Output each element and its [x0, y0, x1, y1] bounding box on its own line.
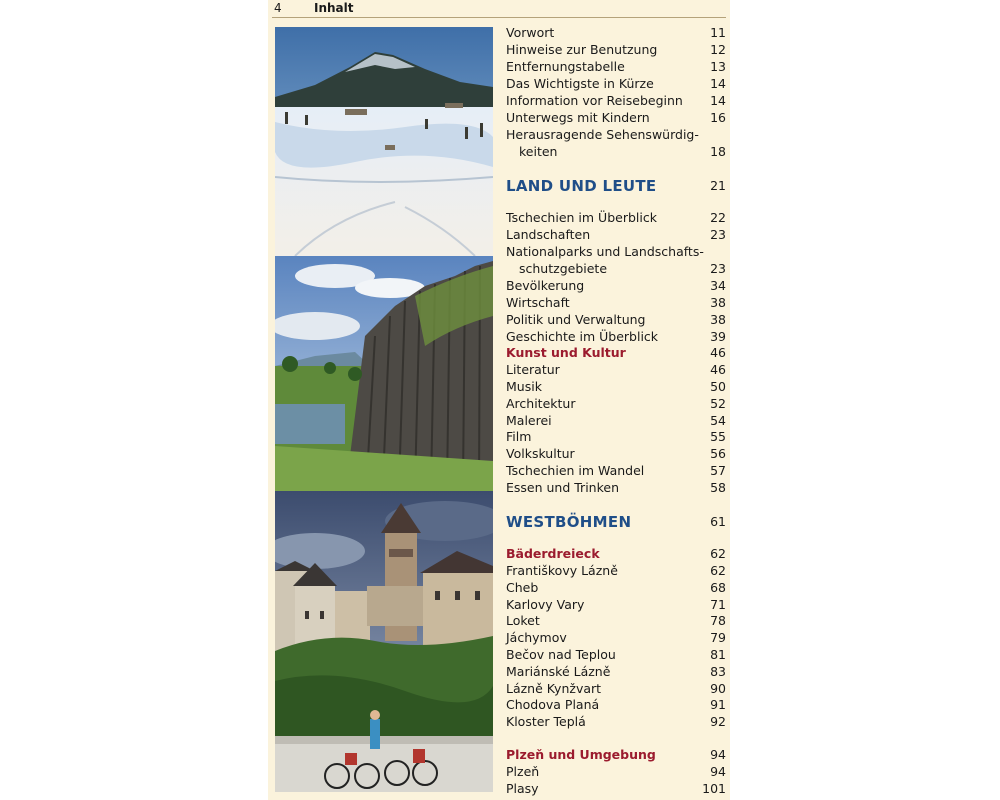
toc-entry-title: Geschichte im Überblick [506, 329, 659, 344]
toc-page-number: 46 [710, 362, 726, 377]
toc-entry [506, 126, 726, 143]
toc-page-number: 81 [710, 647, 726, 662]
toc-entry-title: Herausragende Sehenswürdig- [506, 127, 699, 142]
toc-page-number: 71 [710, 597, 726, 612]
toc-page-number: 94 [710, 747, 726, 762]
toc-page-number: 78 [710, 613, 726, 628]
toc-entry-title: Musik [506, 379, 542, 394]
toc-page-number: 38 [710, 295, 726, 310]
toc-entry [506, 428, 726, 445]
toc-page-number: 12 [710, 42, 726, 57]
toc-entry-title: Bečov nad Teplou [506, 647, 616, 662]
toc-page-number: 23 [710, 261, 726, 276]
toc-entry-title: Landschaften [506, 227, 591, 242]
toc-entry-title: Unterwegs mit Kindern [506, 110, 650, 125]
toc-entry [506, 328, 726, 345]
toc-chapter-heading [506, 512, 726, 536]
toc-entry [506, 243, 726, 260]
toc-section-heading [506, 545, 726, 562]
toc-page-number: 39 [710, 329, 726, 344]
toc-entry-title: Literatur [506, 362, 560, 377]
toc-entry [506, 75, 726, 92]
toc-page-number: 101 [702, 781, 726, 796]
toc-entry [506, 395, 726, 412]
toc-page-number: 18 [710, 144, 726, 159]
toc-page-number: 57 [710, 463, 726, 478]
toc-entry-title: Mariánské Lázně [506, 664, 611, 679]
toc-entry [506, 311, 726, 328]
toc-entry-title: schutzgebiete [519, 261, 608, 276]
toc-entry-title: Chodova Planá [506, 697, 600, 712]
toc-page-number: 34 [710, 278, 726, 293]
toc-entry-title: WESTBÖHMEN [506, 513, 632, 531]
toc-entry [506, 92, 726, 109]
toc-entry-title: Tschechien im Überblick [506, 210, 657, 225]
toc-entry-title: Karlovy Vary [506, 597, 585, 612]
toc-entry [506, 462, 726, 479]
toc-entry-title: Information vor Reisebeginn [506, 93, 683, 108]
toc-page-number: 61 [710, 514, 726, 529]
toc-entry-title: LAND UND LEUTE [506, 177, 657, 195]
page-number: 4 [274, 1, 282, 15]
toc-page-number: 90 [710, 681, 726, 696]
toc-entry-title: keiten [519, 144, 558, 159]
toc-entry-title: Film [506, 429, 532, 444]
toc-entry [506, 663, 726, 680]
toc-section-heading [506, 746, 726, 763]
toc-entry-title: Das Wichtigste in Kürze [506, 76, 654, 91]
toc-entry [506, 41, 726, 58]
toc-page-number: 16 [710, 110, 726, 125]
toc-page-number: 52 [710, 396, 726, 411]
toc-entry-title: Nationalparks und Landschafts- [506, 244, 704, 259]
toc-entry-title: Plasy [506, 781, 539, 796]
toc-entry-title: Plzeň und Umgebung [506, 747, 656, 762]
toc-entry [506, 763, 726, 780]
toc-page-number: 50 [710, 379, 726, 394]
toc-page-number: 46 [710, 345, 726, 360]
castle-cyclists-photo [275, 491, 493, 792]
toc-entry [506, 109, 726, 126]
toc-entry-title: Bevölkerung [506, 278, 585, 293]
toc-page-number: 68 [710, 580, 726, 595]
toc-entry [506, 277, 726, 294]
toc-page-number: 56 [710, 446, 726, 461]
toc-entry [506, 58, 726, 75]
toc-page-number: 83 [710, 664, 726, 679]
toc-page-number: 91 [710, 697, 726, 712]
toc-entry-title: Volkskultur [506, 446, 575, 461]
toc-entry [506, 209, 726, 226]
toc-entry [506, 412, 726, 429]
toc-entry-title: Politik und Verwaltung [506, 312, 646, 327]
toc-entry-title: Františkovy Lázně [506, 563, 618, 578]
toc-entry-title: Tschechien im Wandel [506, 463, 645, 478]
toc-entry [506, 713, 726, 730]
toc-page-number: 14 [710, 93, 726, 108]
toc-entry-title: Architektur [506, 396, 576, 411]
toc-entry [506, 596, 726, 613]
toc-entry [506, 260, 726, 277]
toc-chapter-heading [506, 176, 726, 200]
toc-section-heading [506, 344, 726, 361]
toc-page-number: 21 [710, 178, 726, 193]
toc-entry [506, 696, 726, 713]
toc-entry [506, 629, 726, 646]
toc-page-number: 62 [710, 563, 726, 578]
toc-entry [506, 612, 726, 629]
toc-entry [506, 294, 726, 311]
toc-page-number: 13 [710, 59, 726, 74]
toc-page-number: 11 [710, 25, 726, 40]
toc-entry [506, 226, 726, 243]
toc-entry [506, 646, 726, 663]
toc-entry-title: Essen und Trinken [506, 480, 620, 495]
toc-entry-title: Cheb [506, 580, 539, 595]
toc-page-number: 38 [710, 312, 726, 327]
toc-entry [506, 24, 726, 41]
toc-entry-title: Vorwort [506, 25, 555, 40]
toc-page-number: 79 [710, 630, 726, 645]
toc-entry-title: Plzeň [506, 764, 540, 779]
toc-page-number: 58 [710, 480, 726, 495]
basalt-columns-photo [275, 256, 493, 491]
toc-entry [506, 479, 726, 496]
toc-page-number: 54 [710, 413, 726, 428]
toc-entry-title: Entfernungstabelle [506, 59, 625, 74]
toc-page-number: 62 [710, 546, 726, 561]
toc-entry-title: Kunst und Kultur [506, 345, 626, 360]
page-title: Inhalt [314, 1, 354, 15]
toc-entry [506, 680, 726, 697]
toc-entry-title: Lázně Kynžvart [506, 681, 602, 696]
toc-entry [506, 378, 726, 395]
toc-entry-title: Bäderdreieck [506, 546, 600, 561]
toc-entry [506, 780, 726, 797]
toc-entry-title: Kloster Teplá [506, 714, 586, 729]
toc-page-number: 22 [710, 210, 726, 225]
snowy-hill-photo [275, 27, 493, 256]
toc-entry-title: Jáchymov [506, 630, 567, 645]
toc-entry-title: Malerei [506, 413, 552, 428]
toc-page-number: 92 [710, 714, 726, 729]
toc-entry-title: Hinweise zur Benutzung [506, 42, 658, 57]
toc-page-number: 14 [710, 76, 726, 91]
toc-entry [506, 579, 726, 596]
toc-page-number: 55 [710, 429, 726, 444]
page-header [272, 0, 726, 18]
toc-entry-title: Wirtschaft [506, 295, 570, 310]
toc-entry [506, 445, 726, 462]
toc-page-number: 23 [710, 227, 726, 242]
toc-entry [506, 562, 726, 579]
toc-page-number: 94 [710, 764, 726, 779]
toc-entry [506, 143, 726, 160]
toc-entry-title: Loket [506, 613, 540, 628]
toc-entry [506, 361, 726, 378]
